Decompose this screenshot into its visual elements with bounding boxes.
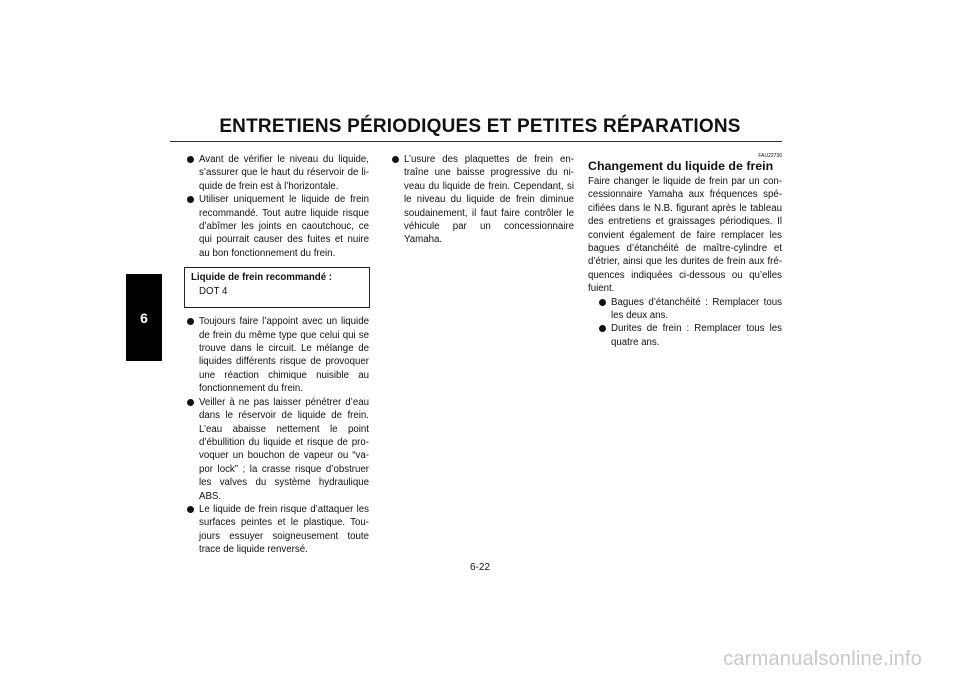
spec-label: Liquide de frein recommandé : xyxy=(191,272,333,284)
list-item: Durites de frein : Remplacer tous les quatre ans. xyxy=(599,322,782,349)
bullet-icon xyxy=(599,325,606,332)
left-bullets-top xyxy=(187,153,369,260)
middle-column xyxy=(392,153,574,247)
chapter-tab: 6 xyxy=(126,274,162,361)
bullet-icon xyxy=(187,506,194,513)
list-item: Veiller à ne pas laisser pénétrer d’eau dans le réservoir de liquide de frein. L’eau abaisse nettement le point d’ébullition du liquide et risque de pro-voquer un bouchon de vapeur ou “va-por lock” ; la crasse risque d’obstruer les valves du système hydraulique ABS. xyxy=(187,396,369,503)
left-bullets-bottom xyxy=(187,315,369,556)
bullet-icon xyxy=(187,399,194,406)
spec-value: DOT 4 xyxy=(199,285,228,297)
left-column xyxy=(187,153,369,557)
list-item: Toujours faire l’appoint avec un liquide de frein du même type que celui qui se trouve dans le circuit. Le mélange de liquides différents risque de provoquer une réaction chimique nuisible au fonctionnement du frein. xyxy=(187,315,369,395)
watermark: carmanualsonline.info xyxy=(723,648,922,670)
right-bullets xyxy=(599,296,782,350)
section-title: Changement du liquide de frein xyxy=(588,159,774,173)
section-paragraph: Faire changer le liquide de frein par un con-cessionnaire Yamaha aux fréquences spé-cifiées dans le N.B. figurant après le tableau des entretiens et graissages périodiques. Il convient également de faire remplacer les bagues d’étanchéité de maître-cylindre et d’étrier, ainsi que les durites de frein aux fré-quences indiquées ci-dessous ou qu’elles fuient. xyxy=(588,176,782,295)
right-column xyxy=(588,153,782,349)
page-title: ENTRETIENS PÉRIODIQUES ET PETITES RÉPARATIONS xyxy=(219,116,741,137)
list-item: Avant de vérifier le niveau du liquide, s’assurer que le haut du réservoir de li-quide de frein est à l’horizontale. xyxy=(187,153,369,193)
list-item: Bagues d’étanchéité : Remplacer tous les deux ans. xyxy=(599,296,782,323)
list-item: Utiliser uniquement le liquide de frein recommandé. Tout autre liquide risque d’abîmer les joints en caoutchouc, ce qui pourrait causer des fuites et nuire au bon fonctionnement du frein. xyxy=(187,193,369,260)
bullet-icon xyxy=(187,318,194,325)
bullet-icon xyxy=(187,196,194,203)
list-item: L’usure des plaquettes de frein en-traîne une baisse progressive du ni-veau du liquide de frein. Cependant, si le niveau du liquide de frein diminue soudainement, il faut faire contrôler le véhicule par un concessionnaire Yamaha. xyxy=(392,153,574,247)
title-rule xyxy=(170,141,782,142)
bullet-icon xyxy=(599,299,606,306)
bullet-icon xyxy=(187,156,194,163)
spec-box xyxy=(184,267,370,308)
page-number: 6-22 xyxy=(469,562,490,573)
middle-bullets xyxy=(392,153,574,247)
section-code: FAU22730 xyxy=(758,153,782,159)
list-item: Le liquide de frein risque d’attaquer les surfaces peintes et le plastique. Tou-jours essuyer soigneusement toute trace de liquide renversé. xyxy=(187,503,369,557)
bullet-icon xyxy=(392,156,399,163)
